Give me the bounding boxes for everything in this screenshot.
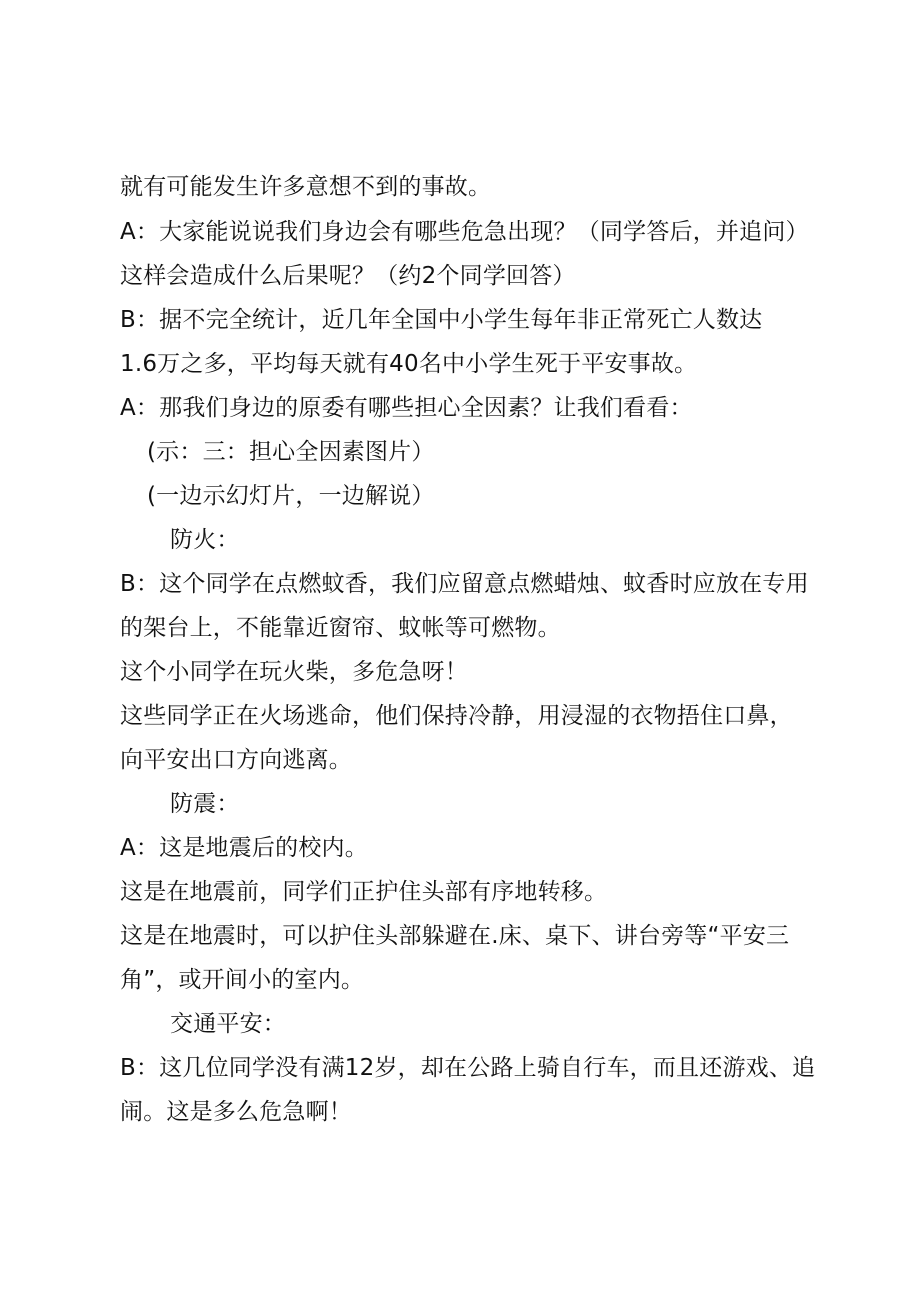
text-line: A：这是地震后的校内。	[120, 835, 368, 861]
section-heading: 防火：	[170, 527, 240, 553]
text-line: B：这几位同学没有满12岁，却在公路上骑自行车，而且还游戏、追	[120, 1055, 816, 1081]
text-line: 这样会造成什么后果呢？（约2个同学回答）	[120, 263, 576, 289]
text-line: (示：三：担心全因素图片）	[147, 439, 435, 465]
text-line: 这是在地震时，可以护住头部躲避在.床、桌下、讲台旁等“平安三	[120, 923, 790, 949]
section-heading: 交通平安：	[170, 1011, 286, 1037]
text-line: 的架台上，不能靠近窗帘、蚊帐等可燃物。	[120, 615, 561, 641]
text-line: B：这个同学在点燃蚊香，我们应留意点燃蜡烛、蚊香时应放在专用	[120, 571, 809, 597]
text-line: 就有可能发生许多意想不到的事故。	[120, 174, 492, 200]
text-line: 角”，或开间小的室内。	[120, 967, 365, 993]
text-line: (一边示幻灯片，一边解说）	[147, 483, 435, 509]
text-line: B：据不完全统计，近几年全国中小学生每年非正常死亡人数达	[120, 307, 763, 333]
section-heading: 防震：	[170, 791, 240, 817]
text-line: 这些同学正在火场逃命，他们保持冷静，用浸湿的衣物捂住口鼻，	[120, 703, 793, 729]
text-line: A：那我们身边的原委有哪些担心全因素？让我们看看：	[120, 395, 693, 421]
text-line: 1.6万之多，平均每天就有40名中小学生死于平安事故。	[120, 351, 698, 377]
text-line: 向平安出口方向逃离。	[120, 747, 352, 773]
text-line: 这是在地震前，同学们正护住头部有序地转移。	[120, 879, 608, 905]
text-line: A：大家能说说我们身边会有哪些危急出现？（同学答后，并追问）	[120, 219, 809, 245]
text-line: 闹。这是多么危急啊！	[120, 1099, 352, 1125]
text-line: 这个小同学在玩火柴，多危急呀！	[120, 659, 468, 685]
